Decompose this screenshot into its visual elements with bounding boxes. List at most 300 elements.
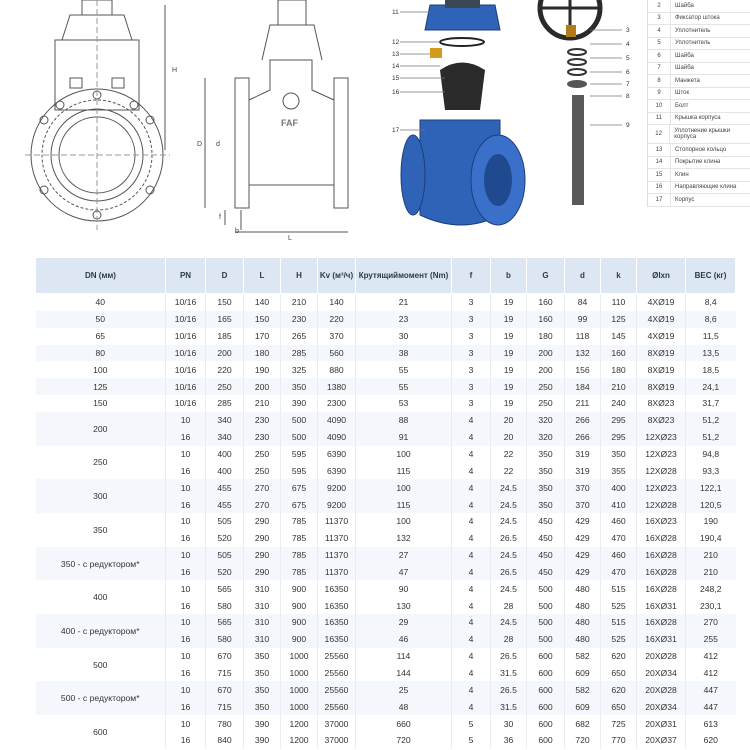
table-cell: 19	[491, 395, 527, 412]
table-cell: 55	[356, 361, 452, 378]
table-cell: 350	[244, 698, 281, 715]
table-cell: 19	[491, 328, 527, 345]
callout-number: 11	[392, 9, 399, 16]
table-row	[36, 715, 736, 732]
dn-cell: 400 - с редуктором*	[36, 614, 166, 648]
table-cell: 16	[166, 564, 206, 581]
part-number: 4	[648, 25, 671, 37]
table-cell: 450	[527, 513, 565, 530]
callout-number: 12	[392, 39, 400, 46]
table-cell: 290	[244, 530, 281, 547]
part-name: Уплотнитель	[675, 40, 711, 46]
table-cell: 609	[565, 665, 601, 682]
table-cell: 295	[601, 429, 637, 446]
table-cell: 8,4	[686, 294, 736, 311]
part-number: 9	[648, 88, 671, 100]
table-cell: 160	[601, 345, 637, 362]
table-cell: 4	[452, 681, 491, 698]
table-cell: 670	[206, 681, 244, 698]
table-cell: 515	[601, 614, 637, 631]
table-cell: 785	[281, 530, 318, 547]
table-cell: 100	[356, 446, 452, 463]
table-cell: 350	[244, 648, 281, 665]
table-cell: 400	[206, 462, 244, 479]
table-cell: 180	[244, 345, 281, 362]
table-cell: 595	[281, 462, 318, 479]
table-cell: 310	[244, 614, 281, 631]
table-cell: 900	[281, 614, 318, 631]
table-cell: 660	[356, 715, 452, 732]
table-cell: 4	[452, 446, 491, 463]
table-cell: 650	[601, 665, 637, 682]
dn-cell: 500	[93, 659, 108, 670]
column-header: ØIxn	[637, 258, 686, 294]
table-cell: 4	[452, 412, 491, 429]
table-cell: 115	[356, 496, 452, 513]
table-cell: 29	[356, 614, 452, 631]
table-cell: 350	[527, 479, 565, 496]
part-number: 8	[648, 75, 671, 87]
table-cell: 170	[244, 328, 281, 345]
table-cell: 185	[206, 328, 244, 345]
table-cell: 20XØ34	[637, 665, 686, 682]
table-cell: 412	[686, 648, 736, 665]
dn-cell: 80	[36, 345, 166, 362]
table-cell: 350	[244, 665, 281, 682]
table-cell: 720	[356, 732, 452, 749]
part-number: 13	[648, 144, 671, 156]
table-cell: 4	[452, 530, 491, 547]
table-cell: 200	[206, 345, 244, 362]
table-row	[36, 580, 736, 597]
column-header: D	[206, 258, 244, 294]
part-number: 12	[648, 125, 670, 143]
table-cell: 609	[565, 698, 601, 715]
table-cell: 11370	[318, 530, 356, 547]
table-row	[36, 412, 736, 429]
table-cell: 3	[452, 378, 491, 395]
table-cell: 785	[281, 547, 318, 564]
table-cell: 4090	[318, 412, 356, 429]
column-header: G	[527, 258, 565, 294]
table-cell: 31,7	[686, 395, 736, 412]
column-header: k	[601, 258, 637, 294]
table-cell: 100	[356, 479, 452, 496]
table-cell: 21	[356, 294, 452, 311]
parts-list-item	[648, 38, 750, 51]
table-cell: 613	[686, 715, 736, 732]
table-cell: 122,1	[686, 479, 736, 496]
table-cell: 9200	[318, 496, 356, 513]
table-cell: 3	[452, 395, 491, 412]
table-cell: 429	[565, 564, 601, 581]
table-cell: 4	[452, 547, 491, 564]
table-cell: 785	[281, 513, 318, 530]
table-cell: 55	[356, 378, 452, 395]
part-name: Шайба	[675, 2, 694, 9]
callout-number: 9	[626, 122, 630, 129]
table-cell: 31.5	[491, 665, 527, 682]
parts-list-item	[648, 194, 750, 207]
parts-list-item	[648, 157, 750, 170]
table-cell: 4	[452, 429, 491, 446]
table-cell: 12XØ23	[637, 429, 686, 446]
table-cell: 319	[565, 462, 601, 479]
table-cell: 160	[527, 294, 565, 311]
table-cell: 340	[206, 429, 244, 446]
callout-number: 3	[626, 27, 630, 34]
table-cell: 200	[527, 361, 565, 378]
table-cell: 500	[527, 597, 565, 614]
parts-list-item	[648, 88, 750, 101]
table-cell: 140	[318, 294, 356, 311]
table-cell: 8XØ23	[637, 412, 686, 429]
table-cell: 505	[206, 513, 244, 530]
column-header: H	[281, 258, 318, 294]
table-cell: 525	[601, 597, 637, 614]
part-name: Стопорное кольцо	[675, 146, 727, 153]
table-cell: 20XØ31	[637, 715, 686, 732]
table-cell: 520	[206, 564, 244, 581]
table-cell: 25560	[318, 665, 356, 682]
table-cell: 25	[356, 681, 452, 698]
column-header: DN (мм)	[36, 258, 166, 294]
part-number: 17	[648, 194, 671, 206]
table-cell: 500	[527, 631, 565, 648]
part-number: 2	[648, 0, 671, 12]
table-cell: 37000	[318, 715, 356, 732]
table-cell: 16350	[318, 580, 356, 597]
part-name: Фиксатор штока	[675, 15, 720, 21]
part-number: 15	[648, 169, 671, 181]
table-cell: 565	[206, 614, 244, 631]
table-cell: 370	[565, 479, 601, 496]
table-cell: 4	[452, 496, 491, 513]
table-cell: 180	[527, 328, 565, 345]
table-cell: 675	[281, 496, 318, 513]
table-cell: 220	[206, 361, 244, 378]
table-row	[36, 513, 736, 530]
table-cell: 36	[491, 732, 527, 749]
table-cell: 4	[452, 479, 491, 496]
dn-cell: 300	[36, 479, 166, 513]
table-cell: 429	[565, 530, 601, 547]
table-cell: 132	[565, 345, 601, 362]
table-cell: 1000	[281, 648, 318, 665]
parts-list-item	[648, 0, 750, 13]
table-cell: 156	[565, 361, 601, 378]
table-cell: 447	[686, 681, 736, 698]
table-cell: 370	[318, 328, 356, 345]
table-cell: 720	[565, 732, 601, 749]
table-cell: 4	[452, 597, 491, 614]
table-cell: 565	[206, 580, 244, 597]
part-number: 16	[648, 182, 671, 194]
table-cell: 560	[318, 345, 356, 362]
column-header: b	[491, 258, 527, 294]
table-cell: 340	[206, 412, 244, 429]
valve-drawings	[0, 0, 750, 250]
table-cell: 190	[686, 513, 736, 530]
table-cell: 3	[452, 311, 491, 328]
exploded-view-drawing	[400, 0, 622, 225]
table-cell: 650	[601, 698, 637, 715]
part-name: Покрытие клина	[675, 159, 721, 165]
dim-L-label: L	[288, 235, 292, 242]
table-cell: 16	[166, 665, 206, 682]
table-cell: 480	[565, 597, 601, 614]
dn-cell: 250	[93, 457, 108, 468]
table-cell: 91	[356, 429, 452, 446]
table-cell: 255	[686, 631, 736, 648]
table-cell: 350	[527, 462, 565, 479]
table-cell: 110	[601, 294, 637, 311]
part-number: 3	[648, 13, 671, 25]
column-header: d	[565, 258, 601, 294]
table-row	[36, 648, 736, 665]
table-cell: 350	[527, 446, 565, 463]
table-cell: 10	[166, 446, 206, 463]
table-cell: 675	[281, 479, 318, 496]
callout-number: 14	[392, 63, 400, 70]
table-cell: 500	[527, 614, 565, 631]
table-cell: 19	[491, 361, 527, 378]
part-number: 5	[648, 38, 671, 50]
table-cell: 4	[452, 580, 491, 597]
table-cell: 600	[527, 681, 565, 698]
table-cell: 114	[356, 648, 452, 665]
part-name: Уплотнитель	[675, 27, 711, 34]
table-cell: 3	[452, 294, 491, 311]
table-cell: 16XØ28	[637, 580, 686, 597]
table-cell: 400	[601, 479, 637, 496]
table-cell: 150	[244, 311, 281, 328]
table-cell: 10/16	[166, 328, 206, 345]
dn-cell: 500 - с редуктором*	[36, 681, 166, 715]
table-cell: 455	[206, 479, 244, 496]
table-cell: 16XØ28	[637, 564, 686, 581]
parts-list-item	[648, 113, 750, 126]
table-cell: 51,2	[686, 412, 736, 429]
part-name: Корпус	[675, 196, 695, 203]
table-row	[36, 361, 736, 378]
part-name: Шайба	[675, 52, 694, 59]
table-cell: 250	[244, 462, 281, 479]
table-cell: 23	[356, 311, 452, 328]
table-cell: 10/16	[166, 345, 206, 362]
parts-list-item	[648, 100, 750, 113]
dn-cell: 200	[36, 412, 166, 446]
callout-number: 15	[392, 75, 400, 82]
column-header: Крутящиймомент (Nm)	[356, 258, 452, 294]
table-cell: 99	[565, 311, 601, 328]
table-cell: 30	[491, 715, 527, 732]
table-cell: 266	[565, 429, 601, 446]
table-cell: 10	[166, 715, 206, 732]
table-cell: 130	[356, 597, 452, 614]
table-cell: 19	[491, 311, 527, 328]
dn-cell: 65	[95, 331, 106, 342]
table-cell: 4XØ19	[637, 328, 686, 345]
column-header: ВЕС (кг)	[686, 258, 736, 294]
table-cell: 94,8	[686, 446, 736, 463]
table-cell: 370	[565, 496, 601, 513]
table-cell: 10/16	[166, 361, 206, 378]
callout-number: 17	[392, 127, 400, 134]
table-cell: 1000	[281, 698, 318, 715]
table-cell: 16350	[318, 614, 356, 631]
table-cell: 429	[565, 513, 601, 530]
table-cell: 480	[565, 631, 601, 648]
table-cell: 10	[166, 614, 206, 631]
table-cell: 595	[281, 446, 318, 463]
table-cell: 310	[244, 597, 281, 614]
table-cell: 6390	[318, 462, 356, 479]
table-cell: 582	[565, 681, 601, 698]
table-cell: 4	[452, 513, 491, 530]
callout-number: 13	[392, 51, 400, 58]
table-cell: 410	[601, 496, 637, 513]
table-cell: 285	[206, 395, 244, 412]
table-cell: 46	[356, 631, 452, 648]
table-cell: 118	[565, 328, 601, 345]
table-cell: 38	[356, 345, 452, 362]
table-cell: 500	[281, 412, 318, 429]
table-cell: 320	[527, 412, 565, 429]
table-cell: 620	[601, 648, 637, 665]
table-cell: 13,5	[686, 345, 736, 362]
table-cell: 310	[244, 631, 281, 648]
table-cell: 10/16	[166, 311, 206, 328]
column-header: f	[452, 258, 491, 294]
table-cell: 470	[601, 564, 637, 581]
table-cell: 16	[166, 429, 206, 446]
parts-list-item	[648, 63, 750, 76]
table-cell: 295	[601, 412, 637, 429]
part-name: Шайба	[675, 65, 694, 71]
table-row	[36, 614, 736, 631]
part-name: Крышка корпуса	[675, 115, 721, 121]
table-cell: 10	[166, 648, 206, 665]
table-cell: 16350	[318, 597, 356, 614]
table-cell: 26.5	[491, 530, 527, 547]
table-cell: 144	[356, 665, 452, 682]
table-cell: 270	[244, 496, 281, 513]
callout-number: 16	[392, 89, 400, 96]
table-cell: 460	[601, 513, 637, 530]
part-number: 10	[648, 100, 671, 112]
table-cell: 390	[244, 715, 281, 732]
table-cell: 180	[601, 361, 637, 378]
part-name: Направляющие клина	[675, 184, 737, 190]
table-cell: 4	[452, 614, 491, 631]
table-cell: 26.5	[491, 648, 527, 665]
table-cell: 18,5	[686, 361, 736, 378]
table-header-row	[36, 258, 736, 294]
part-name: Манжета	[675, 77, 700, 84]
parts-list-item	[648, 13, 750, 26]
front-view-drawing	[25, 0, 170, 230]
table-cell: 4XØ19	[637, 311, 686, 328]
table-cell: 16	[166, 496, 206, 513]
table-cell: 505	[206, 547, 244, 564]
table-cell: 429	[565, 547, 601, 564]
table-row	[36, 479, 736, 496]
table-cell: 682	[565, 715, 601, 732]
parts-list	[647, 0, 750, 207]
dim-d-label: d	[216, 141, 220, 148]
table-cell: 11370	[318, 513, 356, 530]
table-cell: 320	[527, 429, 565, 446]
table-cell: 16	[166, 530, 206, 547]
table-cell: 10	[166, 681, 206, 698]
table-cell: 310	[244, 580, 281, 597]
table-cell: 140	[244, 294, 281, 311]
table-cell: 16	[166, 631, 206, 648]
table-cell: 16	[166, 732, 206, 749]
table-cell: 5	[452, 715, 491, 732]
table-cell: 47	[356, 564, 452, 581]
table-cell: 265	[281, 328, 318, 345]
table-cell: 770	[601, 732, 637, 749]
table-cell: 412	[686, 665, 736, 682]
table-cell: 6390	[318, 446, 356, 463]
table-cell: 20XØ34	[637, 698, 686, 715]
part-name: Болт	[675, 102, 689, 109]
table-cell: 900	[281, 631, 318, 648]
table-cell: 210	[686, 564, 736, 581]
table-cell: 16XØ31	[637, 631, 686, 648]
dn-cell: 350	[93, 524, 108, 535]
callout-number: 8	[626, 93, 630, 100]
parts-list-item	[648, 182, 750, 195]
table-cell: 19	[491, 294, 527, 311]
table-row	[36, 345, 736, 362]
table-cell: 600	[527, 698, 565, 715]
table-cell: 10	[166, 513, 206, 530]
table-cell: 248,2	[686, 580, 736, 597]
table-cell: 230	[244, 429, 281, 446]
table-cell: 4	[452, 698, 491, 715]
table-cell: 24.5	[491, 496, 527, 513]
table-cell: 400	[206, 446, 244, 463]
table-cell: 10	[166, 479, 206, 496]
table-cell: 4090	[318, 429, 356, 446]
table-cell: 3	[452, 345, 491, 362]
table-cell: 8XØ19	[637, 378, 686, 395]
table-cell: 1000	[281, 681, 318, 698]
dn-cell: 600	[93, 726, 108, 737]
table-cell: 190	[244, 361, 281, 378]
table-cell: 725	[601, 715, 637, 732]
table-cell: 525	[601, 631, 637, 648]
table-cell: 620	[686, 732, 736, 749]
table-cell: 319	[565, 446, 601, 463]
table-cell: 125	[601, 311, 637, 328]
table-cell: 355	[601, 462, 637, 479]
table-cell: 16	[166, 597, 206, 614]
table-cell: 2300	[318, 395, 356, 412]
table-cell: 250	[206, 378, 244, 395]
table-cell: 10	[166, 547, 206, 564]
table-cell: 26.5	[491, 564, 527, 581]
table-cell: 285	[281, 345, 318, 362]
table-cell: 19	[491, 345, 527, 362]
table-cell: 28	[491, 631, 527, 648]
callout-number: 7	[626, 81, 630, 88]
table-cell: 900	[281, 580, 318, 597]
table-cell: 266	[565, 412, 601, 429]
